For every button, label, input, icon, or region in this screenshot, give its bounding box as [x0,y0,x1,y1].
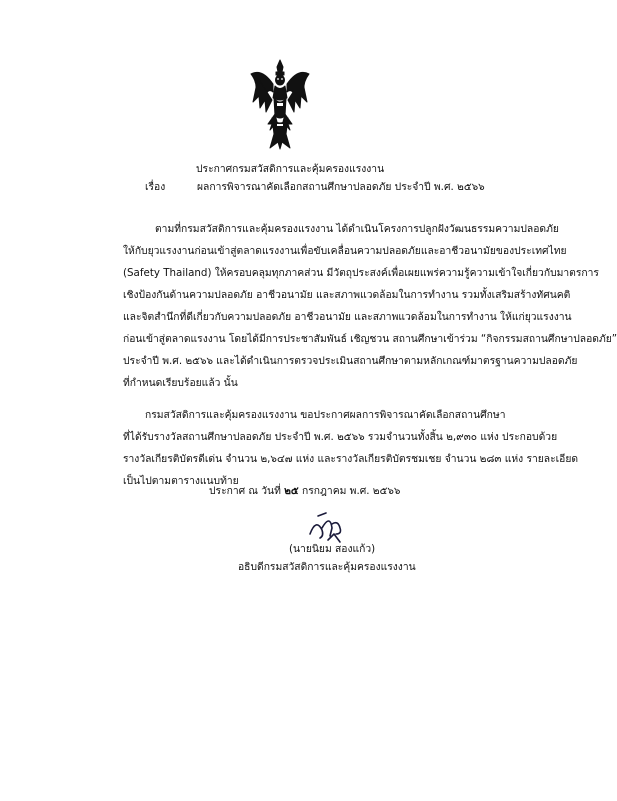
paragraph-line: และจิตสำนึกที่ดีเกี่ยวกับความปลอดภัย อาชีวอนามัย และสภาพแวดล้อมในการทำงาน ให้แก่ยุวแรงงาน [123,311,572,323]
paragraph-line: ตามที่กรมสวัสดิการและคุ้มครองแรงงาน ได้ดำเนินโครงการปลูกฝังวัฒนธรรมความปลอดภัย [155,223,559,235]
paragraph-line: กรมสวัสดิการและคุ้มครองแรงงาน ขอประกาศผลการพิจารณาคัดเลือกสถานศึกษา [145,409,506,421]
signer-name: (นายนิยม สองแก้ว) [289,543,376,555]
paragraph-line: เป็นไปตามตารางแนบท้าย [123,475,239,487]
paragraph-line: ที่กำหนดเรียบร้อยแล้ว นั้น [123,377,238,389]
paragraph-line: ประจำปี พ.ศ. ๒๕๖๖ และได้ดำเนินการตรวจประเมินสถานศึกษาตามหลักเกณฑ์มาตรฐานความปลอดภัย [123,355,578,367]
paragraph-line: ก่อนเข้าสู่ตลาดแรงงาน โดยได้มีการประชาสัมพันธ์ เชิญชวน สถานศึกษาเข้าร่วม “กิจกรรมสถานศึกษาปลอดภัย” [123,333,617,345]
date-day: ๒๕ [284,485,299,497]
handwritten-signature-icon [300,510,360,544]
body-paragraph-1 [123,218,617,394]
signer-title: อธิบดีกรมสวัสดิการและคุ้มครองแรงงาน [238,561,416,573]
paragraph-line: (Safety Thailand) ให้ครอบคลุมทุกภาคส่วน มีวัตถุประสงค์เพื่อเผยแพร่ความรู้ความเข้าใจเกี่ยวกับมาตรการ [123,267,599,279]
subject-label: เรื่อง [145,181,166,193]
paragraph-line: ที่ได้รับรางวัลสถานศึกษาปลอดภัย ประจำปี พ.ศ. ๒๕๖๖ รวมจำนวนทั้งสิ้น ๒,๙๓๐ แห่ง ประกอบด้วย [123,431,558,443]
announcement-title: ประกาศกรมสวัสดิการและคุ้มครองแรงงาน [196,163,385,175]
garuda-emblem-icon [248,58,312,150]
date-prefix: ประกาศ ณ วันที่ [209,485,281,497]
body-paragraph-2 [123,404,579,492]
subject-text: ผลการพิจารณาคัดเลือกสถานศึกษาปลอดภัย ประจำปี พ.ศ. ๒๕๖๖ [197,181,485,193]
paragraph-line: เชิงป้องกันด้านความปลอดภัย อาชีวอนามัย และสภาพแวดล้อมในการทำงาน รวมทั้งเสริมสร้างทัศนคติ [123,289,571,301]
paragraph-line: ให้กับยุวแรงงานก่อนเข้าสู่ตลาดแรงงานเพื่อขับเคลื่อนความปลอดภัยและอาชีวอนามัยของประเทศไทย [123,245,567,257]
date-suffix: กรกฎาคม พ.ศ. ๒๕๖๖ [302,485,401,497]
announcement-date [209,485,400,498]
paragraph-line: รางวัลเกียรติบัตรดีเด่น จำนวน ๒,๖๔๗ แห่ง และรางวัลเกียรติบัตรชมเชย จำนวน ๒๘๓ แห่ง รายละเอียด [123,453,579,465]
